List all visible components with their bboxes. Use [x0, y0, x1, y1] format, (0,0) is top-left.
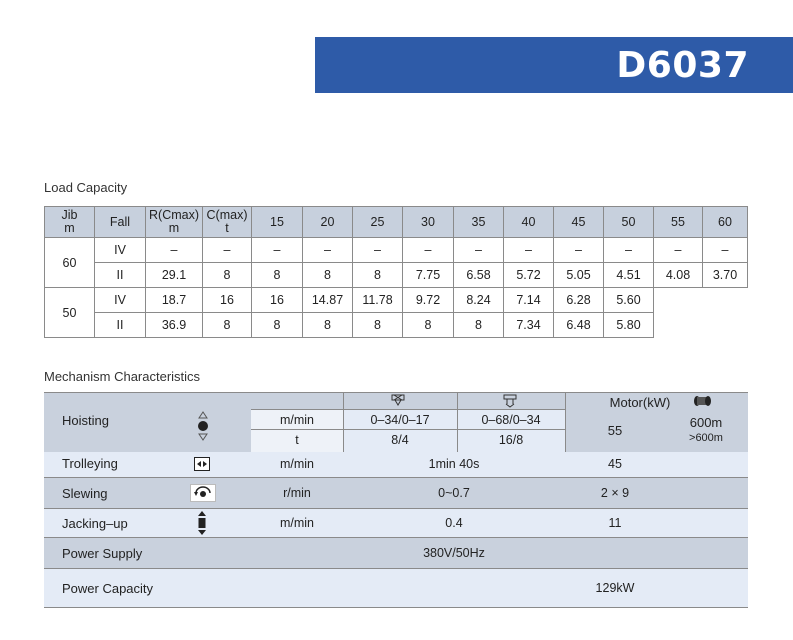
table-row [45, 288, 748, 313]
value-cell: 8 [252, 263, 303, 288]
c-max-cell: 8 [203, 313, 252, 338]
value-cell: – [604, 238, 654, 263]
rope-drum-icon [693, 395, 713, 407]
value-cell: – [654, 238, 703, 263]
c-max-cell: 16 [203, 288, 252, 313]
load-capacity-title: Load Capacity [44, 180, 128, 195]
header-radius: 55 [654, 207, 703, 238]
header-c-max: C(max) t [203, 207, 252, 238]
empty-cell [654, 313, 703, 338]
value-cell: – [454, 238, 504, 263]
hoisting-load-a: 8/4 [391, 433, 409, 447]
value-cell: 6.48 [554, 313, 604, 338]
value-cell: – [403, 238, 454, 263]
value-cell: 16 [252, 288, 303, 313]
power-capacity-value: 129kW [595, 581, 635, 595]
value-cell: 6.28 [554, 288, 604, 313]
power-supply-value: 380V/50Hz [423, 546, 485, 560]
trolley-icon [194, 457, 210, 471]
value-cell: 11.78 [353, 288, 403, 313]
c-max-cell: – [203, 238, 252, 263]
header-jib: Jib m [45, 207, 95, 238]
slewing-value: 0~0.7 [438, 486, 470, 500]
power-supply-label: Power Supply [62, 546, 143, 561]
hoisting-label: Hoisting [62, 413, 109, 428]
empty-cell [703, 313, 748, 338]
model-title: D6037 [616, 45, 749, 86]
value-cell: 9.72 [403, 288, 454, 313]
jib-cell: 60 [45, 238, 95, 288]
header-radius: 25 [353, 207, 403, 238]
power-capacity-label: Power Capacity [62, 581, 154, 596]
header-fall: Fall [95, 207, 146, 238]
value-cell: 8 [454, 313, 504, 338]
trolleying-label: Trolleying [62, 456, 118, 471]
hoisting-speed-a: 0–34/0–17 [370, 413, 430, 427]
value-cell: 5.05 [554, 263, 604, 288]
slewing-label: Slewing [62, 486, 108, 501]
value-cell: 8 [353, 263, 403, 288]
slewing-unit: r/min [283, 486, 311, 500]
jacking-unit: m/min [279, 516, 315, 530]
value-cell: – [353, 238, 403, 263]
value-cell: 8 [353, 313, 403, 338]
trolleying-motor: 45 [608, 457, 622, 471]
header-radius: 50 [604, 207, 654, 238]
fall-cell: II [95, 313, 146, 338]
hook-single-icon [390, 394, 406, 408]
value-cell: – [703, 238, 748, 263]
value-cell: 8 [252, 313, 303, 338]
fall-cell: IV [95, 238, 146, 263]
table-row [45, 313, 748, 338]
value-cell: 8 [303, 263, 353, 288]
value-cell: 7.14 [504, 288, 554, 313]
empty-cell [703, 288, 748, 313]
slewing-icon [190, 484, 216, 502]
value-cell: 5.72 [504, 263, 554, 288]
hoisting-motor: 55 [607, 423, 623, 438]
model-banner [315, 37, 793, 93]
header-radius: 60 [703, 207, 748, 238]
value-cell: – [554, 238, 604, 263]
header-radius: 40 [504, 207, 554, 238]
load-table-header [45, 207, 748, 238]
value-cell: 3.70 [703, 263, 748, 288]
rope-length: 600m [689, 415, 723, 430]
mechanism-title: Mechanism Characteristics [44, 369, 201, 384]
header-radius: 15 [252, 207, 303, 238]
hoisting-load-unit: t [295, 433, 299, 447]
header-radius: 20 [303, 207, 353, 238]
header-radius: 30 [403, 207, 454, 238]
jacking-label: Jacking–up [62, 516, 128, 531]
value-cell: 6.58 [454, 263, 504, 288]
hoisting-speed-b: 0–68/0–34 [481, 413, 541, 427]
value-cell: 8 [403, 313, 454, 338]
jacking-value: 0.4 [445, 516, 463, 530]
value-cell: 8.24 [454, 288, 504, 313]
r-cmax-cell: – [146, 238, 203, 263]
trolleying-unit: m/min [279, 457, 315, 471]
jacking-motor: 11 [608, 516, 622, 530]
fall-cell: IV [95, 288, 146, 313]
c-max-cell: 8 [203, 263, 252, 288]
table-row [45, 263, 748, 288]
header-radius: 35 [454, 207, 504, 238]
trolleying-value: 1min 40s [428, 457, 480, 471]
r-cmax-cell: 29.1 [146, 263, 203, 288]
value-cell: – [252, 238, 303, 263]
load-capacity-table [44, 206, 748, 338]
jib-cell: 50 [45, 288, 95, 338]
value-cell: – [504, 238, 554, 263]
slewing-motor: 2 × 9 [600, 486, 630, 500]
r-cmax-cell: 36.9 [146, 313, 203, 338]
jacking-icon [197, 511, 207, 535]
value-cell: 8 [303, 313, 353, 338]
value-cell: 7.34 [504, 313, 554, 338]
table-row [45, 238, 748, 263]
header-r-cmax: R(Cmax) m [146, 207, 203, 238]
value-cell: 5.60 [604, 288, 654, 313]
hoisting-load-b: 16/8 [498, 433, 524, 447]
empty-cell [654, 288, 703, 313]
fall-cell: II [95, 263, 146, 288]
value-cell: 7.75 [403, 263, 454, 288]
value-cell: 14.87 [303, 288, 353, 313]
hoisting-speed-unit: m/min [279, 413, 315, 427]
hoisting-icon [196, 410, 210, 442]
hook-double-icon [502, 394, 518, 408]
value-cell: – [303, 238, 353, 263]
rope-length-extra: >600m [689, 432, 723, 444]
r-cmax-cell: 18.7 [146, 288, 203, 313]
value-cell: 5.80 [604, 313, 654, 338]
motor-header: Motor(kW) [609, 395, 671, 410]
value-cell: 4.08 [654, 263, 703, 288]
header-radius: 45 [554, 207, 604, 238]
value-cell: 4.51 [604, 263, 654, 288]
